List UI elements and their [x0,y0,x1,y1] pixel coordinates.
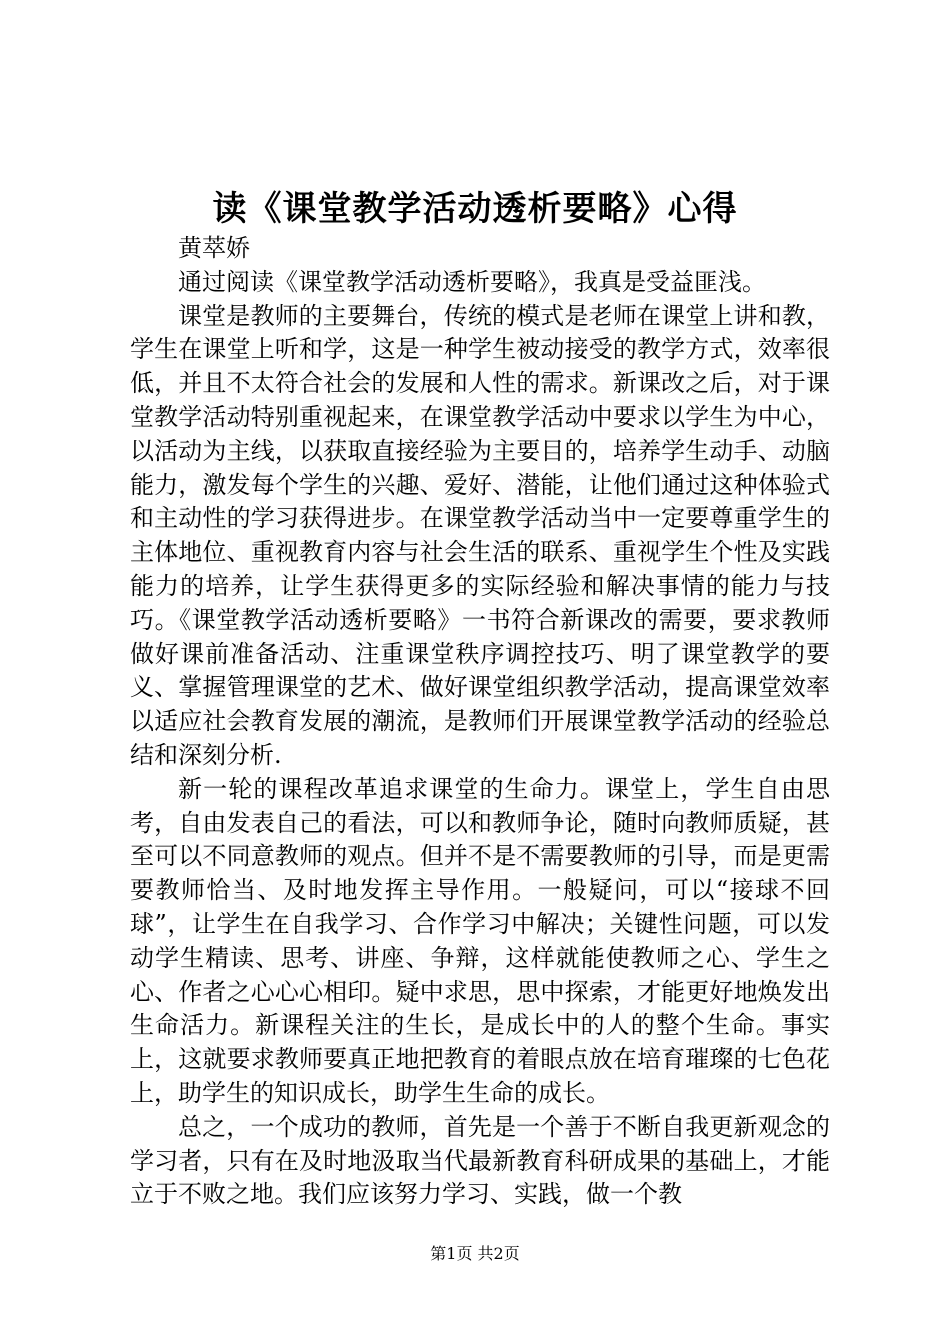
page-footer: 第1页 共2页 [430,1244,520,1263]
author-line: 黄萃娇 [178,234,250,262]
paragraph-classroom: 课堂是教师的主要舞台，传统的模式是老师在课堂上讲和教，学生在课堂上听和学，这是一种学生被动接受的教学方式，效率很低，并且不太符合社会的发展和人性的需求。新课改之后，对于课堂教学活动特别重视起来，在课堂教学活动中要求以学生为中心，以活动为主线，以获取直接经验为主要目的，培养学生动手、动脑能力，激发每个学生的兴趣、爱好、潜能，让他们通过这种体验式和主动性的学习获得进步。在课堂教学活动当中一定要尊重学生的主体地位、重视教育内容与社会生活的联系、重视学生个性及实践能力的培养，让学生获得更多的实际经验和解决事情的能力与技巧。《课堂教学活动透析要略》一书符合新课改的需要，要求教师做好课前准备活动、注重课堂秩序调控技巧、明了课堂教学的要义、掌握管理课堂的艺术、做好课堂组织教学活动，提高课堂效率以适应社会教育发展的潮流，是教师们开展课堂教学活动的经验总结和深刻分析. [130,301,830,769]
paragraph-conclusion: 总之，一个成功的教师，首先是一个善于不断自我更新观念的学习者，只有在及时地汲取当代最新教育科研成果的基础上，才能立于不败之地。我们应该努力学习、实践，做一个教 [130,1112,830,1209]
document-title: 读《课堂教学活动透析要略》心得 [212,189,738,229]
document-body [130,232,830,1212]
paragraph-reform: 新一轮的课程改革追求课堂的生命力。课堂上，学生自由思考，自由发表自己的看法，可以和教师争论，随时向教师质疑，甚至可以不同意教师的观点。但并不是不需要教师的引导，而是更需要教师恰当、及时地发挥主导作用。一般疑问，可以“接球不回球”，让学生在自我学习、合作学习中解决；关键性问题，可以发动学生精读、思考、讲座、争辩，这样就能使教师之心、学生之心、作者之心心心相印。疑中求思，思中探索，才能更好地焕发出生命活力。新课程关注的生长，是成长中的人的整个生命。事实上，这就要求教师要真正地把教育的着眼点放在培育璀璨的七色花上，助学生的知识成长，助学生生命的成长。 [130,774,830,1107]
paragraph-intro: 通过阅读《课堂教学活动透析要略》，我真是受益匪浅。 [178,267,766,296]
